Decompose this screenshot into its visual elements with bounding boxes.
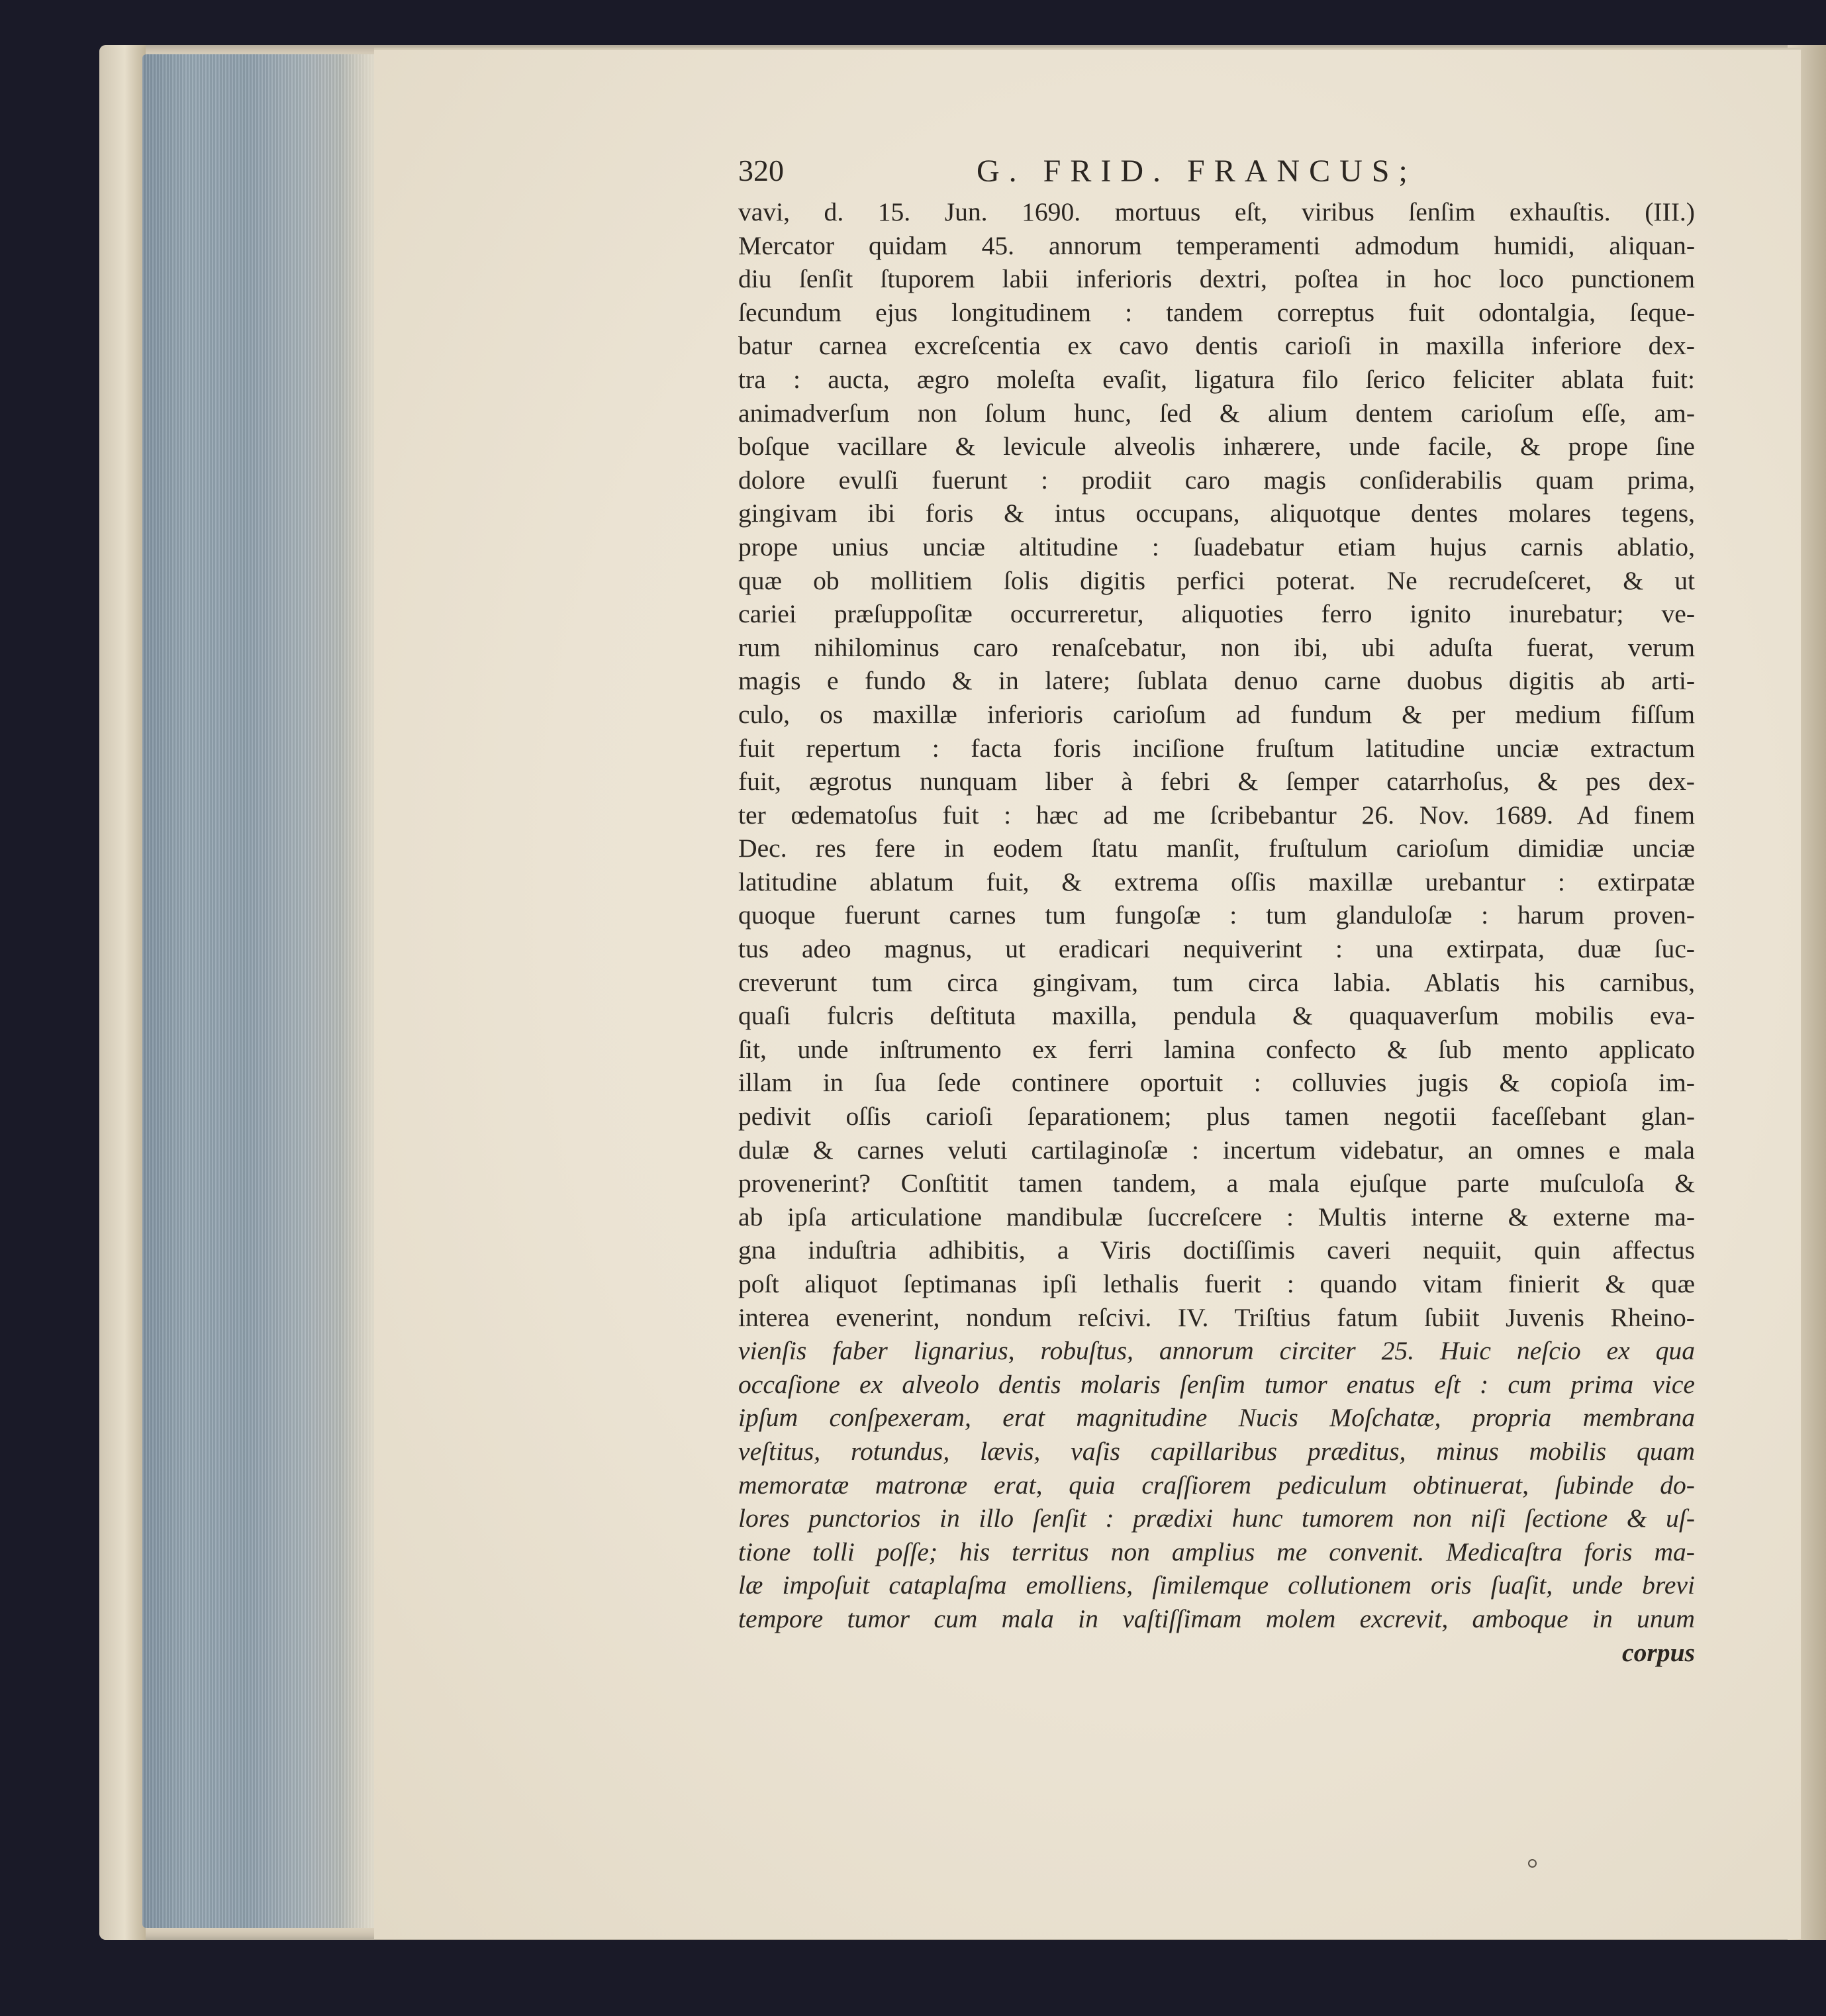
text-line-italic: veſtitus, rotundus, lævis, vaſis capillaribus præditus, minus mobilis quam [738, 1436, 1695, 1466]
text-line: quaſi fulcris deſtituta maxilla, pendula & quaquaverſum mobilis eva- [738, 1001, 1695, 1031]
book-cover-edge [99, 45, 146, 1940]
text-line-italic: ipſum conſpexeram, erat magnitudine Nucis Moſchatæ, propria membrana [738, 1403, 1695, 1433]
text-line: dulæ & carnes veluti cartilaginoſæ : incertum videbatur, an omnes e mala [738, 1135, 1695, 1165]
catchword: corpus [1622, 1637, 1695, 1667]
text-line-italic: tione tolli poſſe; his territus non amplius me convenit. Medicaſtra foris ma- [738, 1537, 1695, 1566]
text-line: cariei præſuppoſitæ occurreretur, aliquoties ferro ignito inurebatur; ve- [738, 599, 1695, 629]
text-line: Mercator quidam 45. annorum temperamenti admodum humidi, aliquan- [738, 230, 1695, 260]
text-line: quæ ob mollitiem ſolis digitis perfici poterat. Ne recrudeſceret, & ut [738, 565, 1695, 595]
text-line: vavi, d. 15. Jun. 1690. mortuus eſt, viribus ſenſim exhauſtis. (III.) [738, 197, 1695, 226]
text-line-italic: occaſione ex alveolo dentis molaris ſenſim tumor enatus eſt : cum prima vice [738, 1369, 1695, 1399]
text-line: fuit, ægrotus nunquam liber à febri & ſemper catarrhoſus, & pes dex- [738, 767, 1695, 796]
text-line: animadverſum non ſolum hunc, ſed & alium dentem carioſum eſſe, am- [738, 398, 1695, 428]
running-head [738, 149, 1695, 195]
text-line: boſque vacillare & levicule alveolis inhærere, unde facile, & prope ſine [738, 432, 1695, 461]
text-line: diu ſenſit ſtuporem labii inferioris dextri, poſtea in hoc loco punctionem [738, 264, 1695, 294]
text-line: dolore evulſi fuerunt : prodiit caro magis conſiderabilis quam prima, [738, 465, 1695, 495]
text-line: ter œdematoſus fuit : hæc ad me ſcribebantur 26. Nov. 1689. Ad finem [738, 800, 1695, 830]
ink-speck [1528, 1859, 1537, 1868]
text-line-italic: tempore tumor cum mala in vaſtiſſimam molem excrevit, amboque in unum [738, 1604, 1695, 1633]
text-line: magis e fundo & in latere; ſublata denuo carne duobus digitis ab arti- [738, 666, 1695, 696]
text-line-italic: lores punctorios in illo ſenſit : prædixi hunc tumorem non niſi ſectione & uſ- [738, 1504, 1695, 1533]
body-text [738, 195, 1695, 1669]
text-line: provenerint? Conſtitit tamen tandem, a mala ejuſque parte muſculoſa & [738, 1169, 1695, 1198]
text-line: interea evenerint, nondum reſcivi. IV. Triſtius fatum ſubiit Juvenis Rheino- [738, 1302, 1695, 1332]
text-line: latitudine ablatum fuit, & extrema oſſis maxillæ urebantur : extirpatæ [738, 867, 1695, 896]
text-line: culo, os maxillæ inferioris carioſum ad fundum & per medium fiſſum [738, 699, 1695, 729]
text-line: ſecundum ejus longitudinem : tandem correptus fuit odontalgia, ſeque- [738, 297, 1695, 327]
text-line: ab ipſa articulatione mandibulæ ſuccreſcere : Multis interne & externe ma- [738, 1202, 1695, 1231]
text-line: pedivit oſſis carioſi ſeparationem; plus tamen negotii faceſſebant glan- [738, 1102, 1695, 1131]
text-line: tra : aucta, ægro moleſta evaſit, ligatura filo ſerico feliciter ablata fuit: [738, 364, 1695, 394]
text-line: rum nihilominus caro renaſcebatur, non ibi, ubi aduſta fuerat, verum [738, 632, 1695, 662]
text-line: Dec. res fere in eodem ſtatu manſit, fruſtulum carioſum dimidiæ unciæ [738, 834, 1695, 863]
page-edges [142, 54, 374, 1928]
text-line: poſt aliquot ſeptimanas ipſi lethalis fuerit : quando vitam finierit & quæ [738, 1269, 1695, 1298]
text-line-italic: læ impoſuit cataplaſma emolliens, ſimilemque collutionem oris ſuaſit, unde brevi [738, 1570, 1695, 1600]
text-line: tus adeo magnus, ut eradicari nequiverint : una extirpata, duæ ſuc- [738, 934, 1695, 964]
text-line: illam in ſua ſede continere oportuit : colluvies jugis & copioſa im- [738, 1068, 1695, 1098]
text-line-italic: memoratæ matronæ erat, quia craſſiorem pediculum obtinuerat, ſubinde do- [738, 1470, 1695, 1500]
text-block [738, 149, 1695, 1669]
text-line: ſit, unde inſtrumento ex ferri lamina confecto & ſub mento applicato [738, 1034, 1695, 1064]
text-line: creverunt tum circa gingivam, tum circa labia. Ablatis his carnibus, [738, 967, 1695, 997]
page-number: 320 [738, 154, 784, 187]
text-line: prope unius unciæ altitudine : ſuadebatur etiam hujus carnis ablatio, [738, 532, 1695, 561]
running-head-title: G. FRID. FRANCUS; [977, 154, 1417, 189]
text-line: gna induſtria adhibitis, a Viris doctiſſimis caveri nequiit, quin affectus [738, 1235, 1695, 1265]
text-line: fuit repertum : facta foris inciſione fruſtum latitudine unciæ extractum [738, 733, 1695, 763]
text-line: gingivam ibi foris & intus occupans, aliquotque dentes molares tegens, [738, 499, 1695, 528]
text-line: batur carnea excreſcentia ex cavo dentis carioſi in maxilla inferiore dex- [738, 331, 1695, 361]
text-line-italic: vienſis faber lignarius, robuſtus, annorum circiter 25. Huic neſcio ex qua [738, 1336, 1695, 1366]
text-line: quoque fuerunt carnes tum fungoſæ : tum glanduloſæ : harum proven- [738, 900, 1695, 930]
